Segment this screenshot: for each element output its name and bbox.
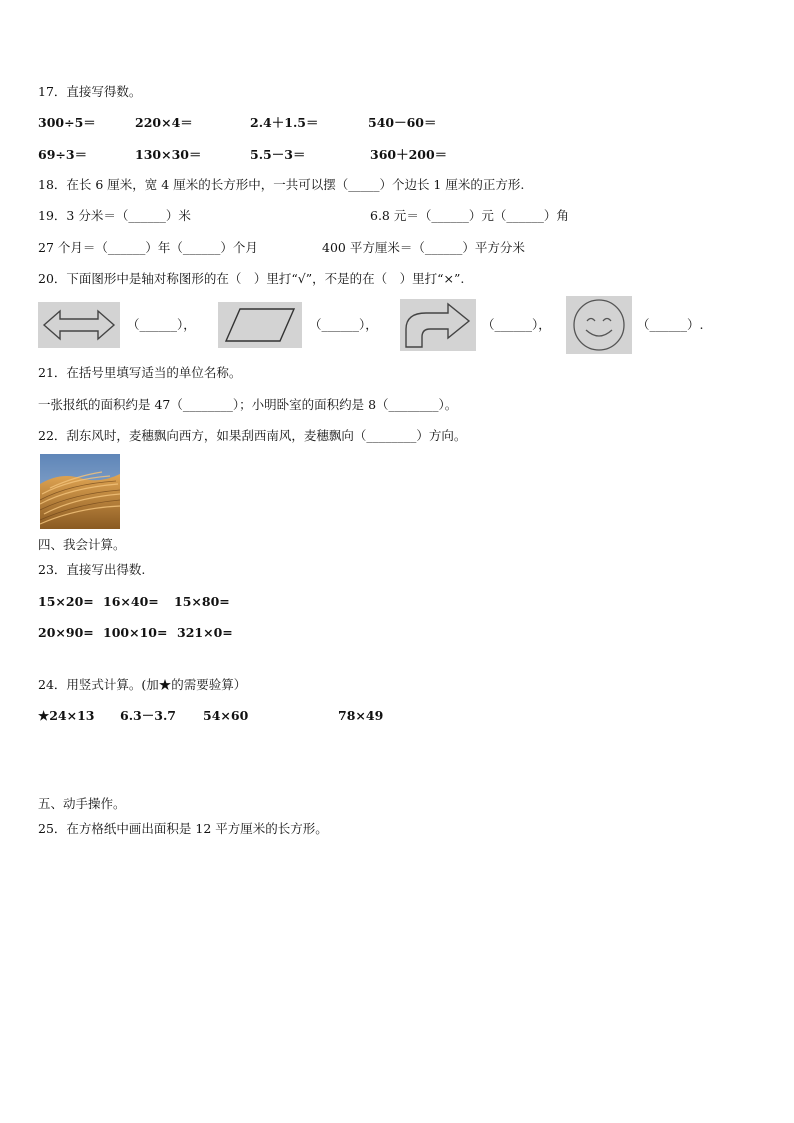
q20-text: 20．下面图形中是轴对称图形的在（ ）里打“√”，不是的在（ ）里打“×”. (38, 271, 465, 286)
q23-title: 23．直接写出得数. (38, 562, 146, 577)
q17-item: 2.4＋1.5＝ (250, 115, 319, 130)
section-4-heading: 四、我会计算。 (38, 537, 126, 552)
q21-text: 一张报纸的面积约是 47（________）；小明卧室的面积约是 8（________）。 (38, 397, 458, 412)
q20-blank: （______）， (482, 317, 551, 332)
q22-text: 22．刮东风时，麦穗飘向西方，如果刮西南风，麦穗飘向（________）方向。 (38, 428, 467, 443)
smiley-face-icon (566, 296, 632, 354)
q23-item: 100×10= (103, 625, 168, 640)
curved-arrow-figure (400, 299, 476, 351)
q20-blank: （______）， (309, 317, 378, 332)
q17-title: 17．直接写得数。 (38, 84, 142, 99)
q19-b: 6.8 元＝（______）元（______）角 (370, 208, 569, 223)
q17-item: 69÷3＝ (38, 147, 88, 162)
double-arrow-icon (38, 302, 120, 348)
q24-item: ★24×13 (38, 708, 95, 723)
q25-text: 25．在方格纸中画出面积是 12 平方厘米的长方形。 (38, 821, 328, 836)
parallelogram-figure (218, 302, 302, 348)
wheat-photo (40, 454, 120, 529)
q23-item: 16×40= (103, 594, 159, 609)
q21-title: 21．在括号里填写适当的单位名称。 (38, 365, 242, 380)
q20-blank: （______）， (127, 317, 196, 332)
q24-item: 78×49 (338, 708, 384, 723)
q19-a: 19．3 分米＝（______）米 (38, 208, 191, 223)
q23-item: 15×20= (38, 594, 94, 609)
smiley-figure (566, 296, 632, 354)
parallelogram-icon (218, 302, 302, 348)
q24-title: 24．用竖式计算。(加★的需要验算） (38, 677, 247, 692)
q17-item: 540－60＝ (368, 115, 437, 130)
double-arrow-figure (38, 302, 120, 348)
section-5-heading: 五、动手操作。 (38, 796, 126, 811)
q23-item: 15×80= (174, 594, 230, 609)
q17-item: 300÷5＝ (38, 115, 96, 130)
q17-item: 130×30＝ (135, 147, 202, 162)
q19-c: 27 个月＝（______）年（______）个月 (38, 240, 258, 255)
q24-item: 54×60 (203, 708, 249, 723)
q17-item: 220×4＝ (135, 115, 193, 130)
q20-blank: （______）. (637, 317, 704, 332)
q23-item: 321×0= (177, 625, 233, 640)
q19-d: 400 平方厘米＝（______）平方分米 (322, 240, 525, 255)
q17-item: 5.5－3＝ (250, 147, 306, 162)
wheat-image (40, 454, 120, 529)
curved-arrow-icon (400, 299, 476, 351)
q17-item: 360＋200＝ (370, 147, 448, 162)
q23-item: 20×90= (38, 625, 94, 640)
q18-text: 18．在长 6 厘米，宽 4 厘米的长方形中，一共可以摆（_____）个边长 1 厘米的正方形. (38, 177, 525, 192)
q24-item: 6.3－3.7 (120, 708, 176, 723)
